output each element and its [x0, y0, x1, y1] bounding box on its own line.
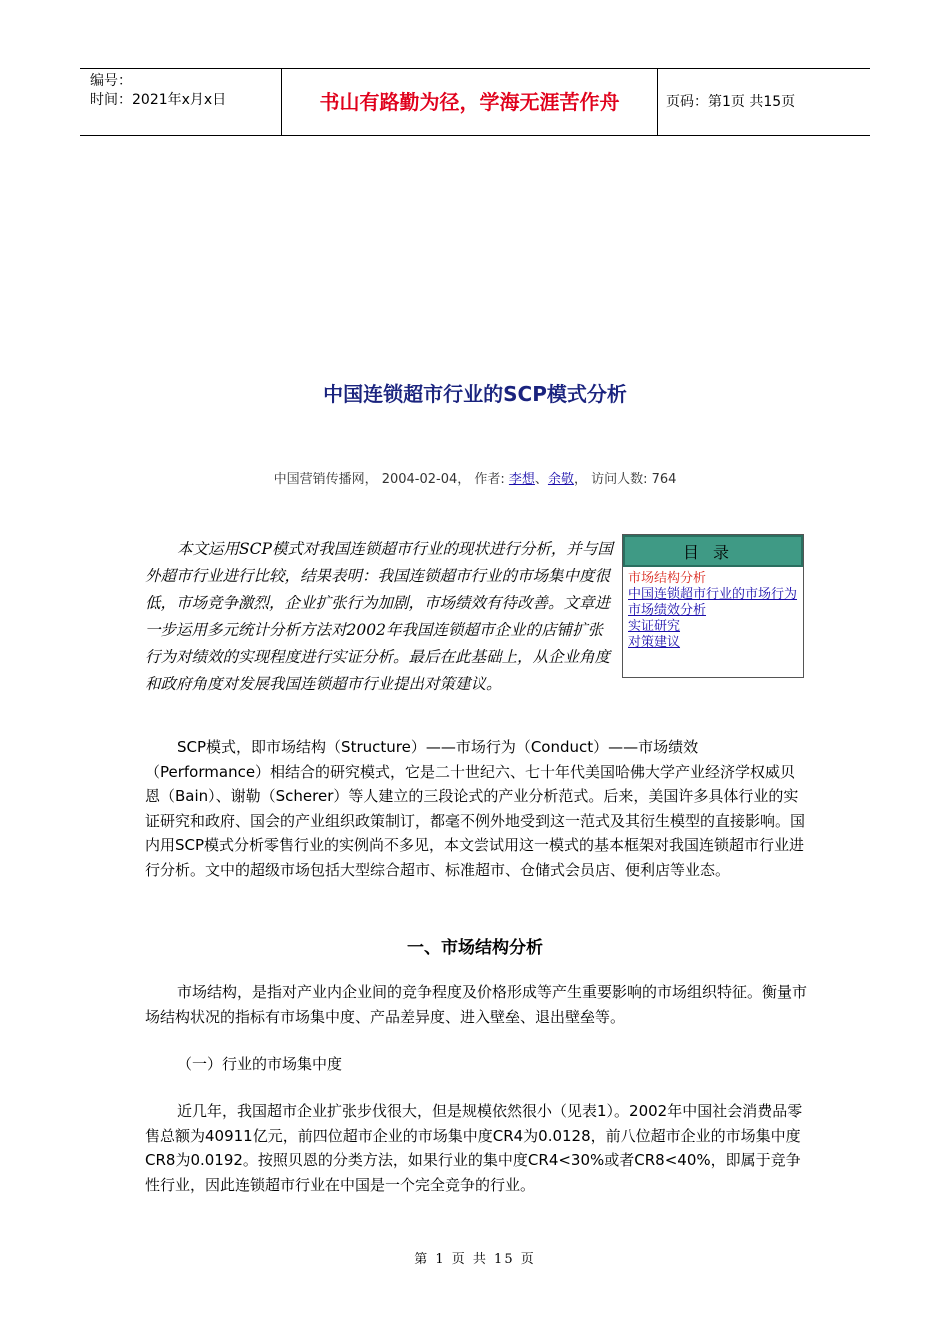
header-motto: 书山有路勤为径，学海无涯苦作舟: [282, 69, 658, 135]
toc-item-empirical-study[interactable]: 实证研究: [628, 619, 681, 634]
toc-item-market-performance[interactable]: 市场绩效分析: [628, 603, 707, 618]
author-link-1[interactable]: 李想: [508, 472, 535, 487]
header-page-label: 页码：第1页 共15页: [666, 94, 796, 110]
toc-heading: 目录: [623, 535, 803, 567]
meta-prefix: 中国营销传播网， 2004-02-04， 作者:: [273, 472, 509, 487]
subsection-heading-concentration: （一）行业的市场集中度: [177, 1055, 343, 1073]
article-abstract: 本文运用SCP模式对我国连锁超市行业的现状进行分析，并与国外超市行业进行比较，结果表明：我国连锁超市行业的市场集中度很低，市场竞争激烈，企业扩张行为加剧，市场绩效有待改善。文章进一步运用多元统计分析方法对2002年我国连锁超市企业的店铺扩张行为对绩效的实现程度进行实证分析。最后在此基础上，从企业角度和政府角度对发展我国连锁超市行业提出对策建议。: [145, 540, 613, 693]
author-link-2[interactable]: 余敬: [547, 472, 574, 487]
meta-suffix: ， 访问人数: 764: [573, 472, 677, 487]
intro-paragraph: SCP模式，即市场结构（Structure）——市场行为（Conduct）——市场绩效（Performance）相结合的研究模式，它是二十世纪六、七十年代美国哈佛大学产业经济学权威贝恩（Bain）、谢勒（Scherer）等人建立的三段论式的产业分析范式。后来，美国许多具体行业的实证研究和政府、国会的产业组织政策制订，都毫不例外地受到这一范式及其衍生模型的直接影响。国内用SCP模式分析零售行业的实例尚不多见，本文尝试用这一模式的基本框架对我国连锁超市行业进行分析。文中的超级市场包括大型综合超市、标准超市、仓储式会员店、便利店等业态。: [145, 738, 806, 879]
author-separator: 、: [534, 472, 548, 487]
section1-paragraph: 市场结构，是指对产业内企业间的竞争程度及价格形成等产生重要影响的市场组织特征。衡量市场结构状况的指标有市场集中度、产品差异度、进入壁垒、退出壁垒等。: [145, 983, 808, 1026]
document-number-label: 编号：: [90, 73, 132, 89]
section-heading-market-structure: 一、市场结构分析: [407, 938, 543, 958]
document-time-label: 时间：2021年x月x日: [90, 92, 227, 108]
toc-item-market-conduct[interactable]: 中国连锁超市行业的市场行为: [628, 587, 798, 602]
toc-list: [623, 567, 803, 651]
toc-item-market-structure[interactable]: 市场结构分析: [628, 571, 707, 586]
toc-item-recommendations[interactable]: 对策建议: [628, 635, 681, 650]
article-meta: [0, 468, 950, 487]
header-info-cell: [80, 69, 282, 135]
page-header: [80, 68, 870, 136]
table-of-contents: [622, 534, 804, 678]
subsection1-paragraph: 近几年，我国超市企业扩张步伐很大，但是规模依然很小（见表1）。2002年中国社会消费品零售总额为40911亿元，前四位超市企业的市场集中度CR4为0.0128，前八位超市企业的市场集中度CR8为0.0192。按照贝恩的分类方法，如果行业的集中度CR4<30%或者CR8<40%，即属于竞争性行业，因此连锁超市行业在中国是一个完全竞争的行业。: [145, 1102, 803, 1194]
page-footer: 第 1 页 共 15 页: [414, 1252, 536, 1267]
article-title: 中国连锁超市行业的SCP模式分析: [323, 382, 627, 406]
